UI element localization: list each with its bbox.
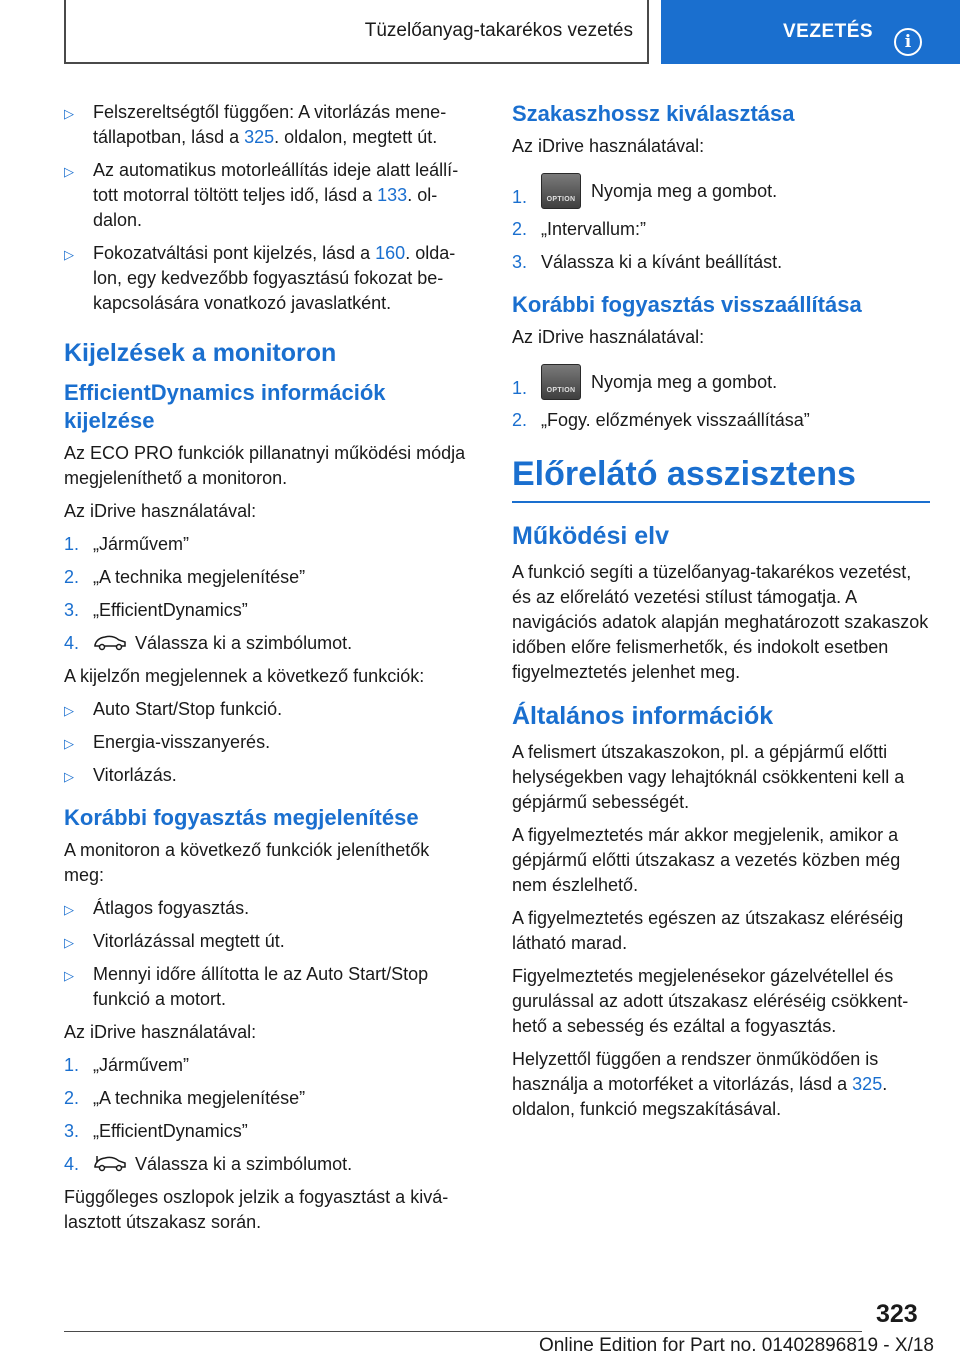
page-link[interactable]: 160 bbox=[375, 243, 406, 263]
header-tab-vezetes[interactable]: VEZETÉS bbox=[661, 0, 960, 64]
footer-divider bbox=[64, 1331, 862, 1332]
triangle-bullet-icon: ▷ bbox=[64, 247, 74, 262]
heading-mukodesi-elv: Működési elv bbox=[512, 522, 669, 550]
page-number: 323 bbox=[876, 1300, 918, 1328]
heading-visszaallitas: Korábbi fogyasztás visszaállítása bbox=[512, 292, 862, 317]
triangle-bullet-icon: ▷ bbox=[64, 164, 74, 179]
list-item: ▷ Átlagos fogyasztás. bbox=[64, 896, 474, 921]
list-item: ▷ Felszereltségtől függően: A vitorlázás menetállapotban, lásd a 325. oldalon, megtett út. bbox=[64, 102, 447, 147]
list-item: ▷ Auto Start/Stop funkció. bbox=[64, 697, 474, 722]
list-item: 3. Válassza ki a kívánt beállítást. bbox=[512, 252, 783, 272]
heading-altalanos: Általános információk bbox=[512, 702, 774, 730]
list-item: ▷ Vitorlázással megtett út. bbox=[64, 929, 474, 954]
triangle-bullet-icon: ▷ bbox=[64, 703, 74, 718]
list-item: ▷ Vitorlázás. bbox=[64, 763, 474, 788]
paragraph: Figyelmeztetés megjelenésekor gázelvétellel és gurulással az adott útszakasz eléréséig csökkenthető a sebesség és ezáltal a fogyasztás. bbox=[512, 966, 909, 1036]
heading-szakaszhossz: Szakaszhossz kiválasztása bbox=[512, 101, 795, 126]
triangle-bullet-icon: ▷ bbox=[64, 769, 74, 784]
list-item: 2. „Intervallum:” bbox=[512, 219, 647, 239]
left-column bbox=[64, 100, 474, 1243]
list-item: 2. „A technika megjelenítése” bbox=[64, 1088, 306, 1108]
list-item: 4. Válassza ki a szimbólumot. bbox=[64, 633, 353, 653]
list-item: 3. „EfficientDynamics” bbox=[64, 1121, 248, 1141]
list-item: 2. „Fogy. előzmények visszaállítása” bbox=[512, 410, 810, 430]
list-item: 4. Válassza ki a szimbólumot. bbox=[64, 1154, 353, 1174]
list-item: 1. „Járművem” bbox=[64, 1055, 190, 1075]
footer-edition: Online Edition for Part no. 01402896819 - X/18 bbox=[538, 1335, 934, 1356]
page-link[interactable]: 325 bbox=[244, 127, 275, 147]
paragraph: Az iDrive használatával: bbox=[64, 1022, 257, 1042]
steps-list bbox=[512, 173, 930, 275]
steps-list bbox=[512, 364, 930, 433]
paragraph: Az iDrive használatával: bbox=[64, 501, 257, 521]
paragraph: Az iDrive használatával: bbox=[512, 327, 705, 347]
list-item: ▷ Energia-visszanyerés. bbox=[64, 730, 474, 755]
heading-korabbi-fogyasztas: Korábbi fogyasztás megjelenítése bbox=[64, 805, 419, 830]
heading-kijelzesek: Kijelzések a monitoron bbox=[64, 339, 337, 367]
car-bars-symbol-icon bbox=[93, 1154, 127, 1172]
list-item: 3. „EfficientDynamics” bbox=[64, 600, 248, 620]
paragraph: A felismert útszakaszokon, pl. a gépjármű előtti helységekben vagy lehajtóknál csökkenteni kell a gépjármű sebességét. bbox=[512, 742, 905, 812]
car-symbol-icon bbox=[93, 633, 127, 651]
list-item: 1. OPTION Nyomja meg a gombot. bbox=[512, 364, 930, 400]
header-title: Tüzelőanyag-takarékos vezetés bbox=[64, 0, 649, 64]
paragraph: Az ECO PRO funkciók pillanatnyi működési módja megjeleníthető a monitoron. bbox=[64, 443, 466, 488]
steps-list bbox=[64, 1053, 474, 1177]
info-icon[interactable]: i bbox=[894, 28, 922, 56]
paragraph: A figyelmeztetés egészen az útszakasz eléréséig látható marad. bbox=[512, 908, 904, 953]
list-item: ▷ Mennyi időre állította le az Auto Start/Stop funkció a motort. bbox=[64, 964, 429, 1009]
paragraph: A funkció segíti a tüzelőanyag-takarékos vezetést, és az előrelátó vezetési stílust támogatja. A navigációs adatok alapján meghatározott szakaszok időben előre felismerhetők, és indokolt esetben figyelmeztetés jelenhet meg. bbox=[512, 562, 929, 682]
page-link[interactable]: 133 bbox=[377, 185, 408, 205]
triangle-bullet-icon: ▷ bbox=[64, 968, 74, 983]
triangle-bullet-icon: ▷ bbox=[64, 935, 74, 950]
paragraph: A figyelmeztetés már akkor megjelenik, amikor a gépjármű előtti útszakasz a vezetés közben még nem észlelhető. bbox=[512, 825, 901, 895]
page-link[interactable]: 325 bbox=[852, 1074, 883, 1094]
paragraph: Az iDrive használatával: bbox=[512, 136, 705, 156]
list-item: 2. „A technika megjelenítése” bbox=[64, 567, 306, 587]
prev-consumption-list bbox=[64, 896, 474, 1012]
list-item: ▷ Az automatikus motorleállítás ideje alatt leállított motorral töltött teljes idő, lásd a 133. oldalon. bbox=[64, 160, 459, 230]
paragraph: A kijelzőn megjelennek a következő funkciók: bbox=[64, 666, 425, 686]
option-button-icon: OPTION bbox=[541, 173, 581, 209]
paragraph: Helyzettől függően a rendszer önműködően is használja a motorféket a vitorlázás, lásd a 325. oldalon, funkció megszakításával. bbox=[512, 1049, 888, 1119]
intro-list bbox=[64, 100, 474, 316]
right-column bbox=[512, 100, 930, 1130]
heading-elorelato-asszisztens: Előrelátó asszisztens bbox=[512, 453, 930, 503]
list-item: 1. „Járművem” bbox=[64, 534, 190, 554]
paragraph: A monitoron a következő funkciók jeleníthetők meg: bbox=[64, 840, 430, 885]
functions-list bbox=[64, 697, 474, 788]
paragraph: Függőleges oszlopok jelzik a fogyasztást a kiválasztott útszakasz során. bbox=[64, 1187, 449, 1232]
list-item: ▷ Fokozatváltási pont kijelzés, lásd a 160. oldalon, egy kedvezőbb fogyasztású fokozat bekapcsolására vonatkozó javaslatként. bbox=[64, 243, 456, 313]
triangle-bullet-icon: ▷ bbox=[64, 736, 74, 751]
heading-efficientdynamics: EfficientDynamics információk kijelzése bbox=[64, 380, 386, 433]
list-item: 1. OPTION Nyomja meg a gombot. bbox=[512, 173, 930, 209]
triangle-bullet-icon: ▷ bbox=[64, 106, 74, 121]
triangle-bullet-icon: ▷ bbox=[64, 902, 74, 917]
option-button-icon: OPTION bbox=[541, 364, 581, 400]
steps-list bbox=[64, 532, 474, 656]
